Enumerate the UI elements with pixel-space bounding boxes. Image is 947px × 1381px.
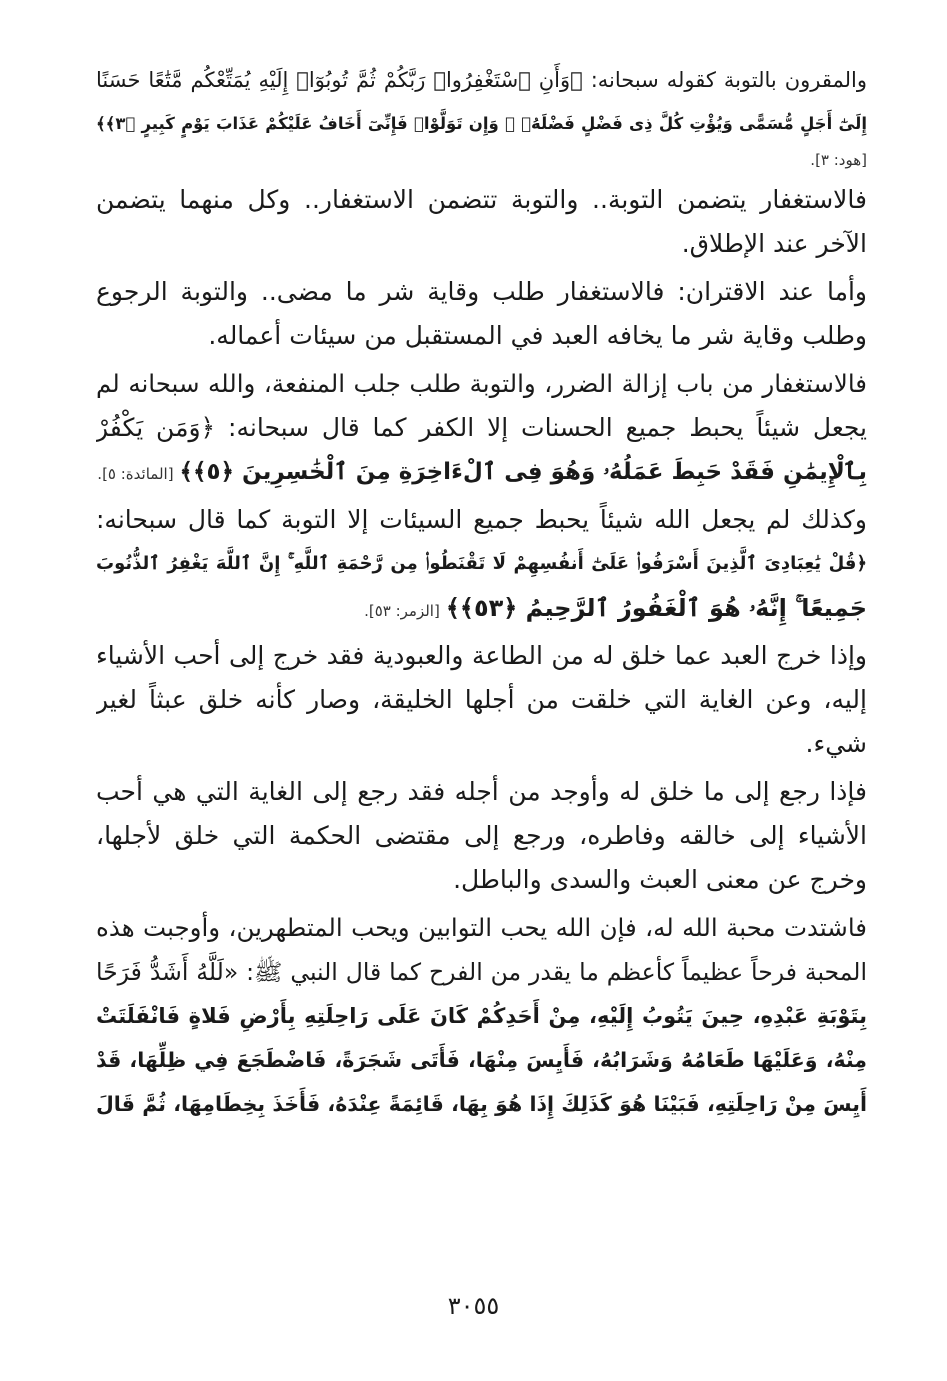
text-line	[96, 270, 867, 314]
text-line	[96, 406, 867, 450]
text-line	[96, 814, 867, 858]
text-line-content: فالاستغفار من باب إزالة الضرر، والتوبة طلب جلب المنفعة، والله سبحانه لم	[96, 369, 867, 398]
hadith-content: بِتَوْبَةِ عَبْدِهِ، حِينَ يَتُوبُ إِلَيْهِ، مِنْ أَحَدِكُمْ كَانَ عَلَى رَاحِلَتِهِ بِأَرْضِ فَلاةٍ فَانْفَلَتَتْ	[96, 1004, 867, 1028]
text-line	[96, 770, 867, 814]
paragraph-8	[96, 906, 867, 1126]
text-line-content: وكذلك لم يجعل الله شيئاً يحبط جميع السيئات إلا التوبة كما قال سبحانه:	[96, 505, 867, 534]
quran-verse-line	[96, 102, 867, 146]
quran-verse-content: بِٱلْإِيمَٰنِ فَقَدْ حَبِطَ عَمَلُهُۥ وَهُوَ فِى ٱلْءَاخِرَةِ مِنَ ٱلْخَٰسِرِينَ ﴿٥﴾﴾	[179, 459, 867, 485]
text-line-content: المحبة فرحاً عظيماً كأعظم ما يقدر من الفرح كما قال النبي ﷺ: «لَلَّهُ أَشَدُّ فَرَحًا	[96, 958, 867, 986]
text-line-content: فاشتدت محبة الله له، فإن الله يحب التوابين ويحب المتطهرين، وأوجبت هذه	[96, 913, 867, 942]
page-number: ٣٠٥٥	[447, 1292, 500, 1320]
text-line	[96, 178, 867, 222]
text-line	[96, 222, 867, 266]
text-line-content: شيء.	[805, 729, 867, 758]
text-line	[96, 722, 867, 766]
hadith-content: مِنْهُ، وَعَلَيْهَا طَعَامُهُ وَشَرَابُهُ، فَأَيِسَ مِنْهَا، فَأَتَى شَجَرَةً، فَاضْطَجَعَ فِي ظِلِّهَا، قَدْ	[96, 1048, 867, 1072]
text-line-content: وأما عند الاقتران: فالاستغفار طلب وقاية شر ما مضى.. والتوبة الرجوع	[96, 277, 867, 306]
paragraph-6	[96, 634, 867, 766]
verse-reference: [هود: ٣].	[810, 151, 867, 169]
text-line	[96, 678, 867, 722]
paragraph-5	[96, 498, 867, 630]
text-line-content: فإذا رجع إلى ما خلق له وأوجد من أجله فقد رجع إلى الغاية التي هي أحب	[96, 777, 867, 806]
verse-reference: [المائدة: ٥].	[97, 465, 174, 483]
text-line-content: الأشياء إلى خالقه وفاطره، ورجع إلى مقتضى الحكمة التي خلق لأجلها،	[96, 821, 867, 850]
text-line	[96, 950, 867, 994]
text-line	[96, 314, 867, 358]
text-line	[96, 58, 867, 102]
text-line	[96, 634, 867, 678]
quran-verse-content: ﴿قُلْ يَٰعِبَادِىَ ٱلَّذِينَ أَسْرَفُوا۟ عَلَىٰٓ أَنفُسِهِمْ لَا تَقْنَطُوا۟ مِن رَّحْمَةِ ٱللَّهِ ۚ إِنَّ ٱللَّهَ يَغْفِرُ ٱلذُّنُوبَ	[96, 553, 867, 574]
hadith-line	[96, 1038, 867, 1082]
hadith-content: أَيِسَ مِنْ رَاحِلَتِهِ، فَبَيْنَا هُوَ كَذَلِكَ إِذَا هُوَ بِهَا، قَائِمَةً عِنْدَهُ، فَأَخَذَ بِخِطَامِهَا، ثُمَّ قَالَ	[96, 1092, 867, 1116]
text-line	[96, 858, 867, 902]
hadith-line	[96, 1082, 867, 1126]
hadith-line	[96, 994, 867, 1038]
text-line-content: الآخر عند الإطلاق.	[681, 229, 867, 258]
paragraph-1	[96, 58, 867, 174]
text-line-content: فالاستغفار يتضمن التوبة.. والتوبة تتضمن الاستغفار.. وكل منهما يتضمن	[96, 185, 867, 214]
text-line-content: وطلب وقاية شر ما يخافه العبد في المستقبل من سيئات أعماله.	[208, 321, 867, 350]
text-line-content: والمقرون بالتوبة كقوله سبحانه: ﴿وَأَنِ ٱسْتَغْفِرُوا۟ رَبَّكُمْ ثُمَّ تُوبُوٓا۟ إِلَيْهِ يُمَتِّعْكُم مَّتَٰعًا حَسَنًا	[96, 68, 867, 92]
quran-verse-content: جَمِيعًا ۚ إِنَّهُۥ هُوَ ٱلْغَفُورُ ٱلرَّحِيمُ ﴿٥٣﴾﴾	[445, 594, 867, 622]
quran-verse-line	[96, 542, 867, 586]
paragraph-2	[96, 178, 867, 266]
text-line-content: إليه، وعن الغاية التي خلقت من أجلها الخليقة، وصار كأنه خلق عبثاً لغير	[96, 685, 867, 714]
text-line-content: وخرج عن معنى العبث والسدى والباطل.	[453, 865, 867, 894]
quran-verse-line	[96, 586, 867, 630]
text-line	[96, 906, 867, 950]
quran-verse-line	[96, 450, 867, 494]
text-line-content: وإذا خرج العبد عما خلق له من الطاعة والعبودية فقد خرج إلى أحب الأشياء	[96, 641, 867, 670]
verse-reference: [الزمر: ٥٣].	[364, 602, 440, 620]
paragraph-4	[96, 362, 867, 494]
text-line	[96, 362, 867, 406]
text-line-content: يجعل شيئاً يحبط جميع الحسنات إلا الكفر كما قال سبحانه: ﴿وَمَن يَكْفُرْ	[96, 413, 867, 442]
page-body	[96, 58, 867, 1321]
quran-verse-content: إِلَىٰٓ أَجَلٍ مُّسَمًّى وَيُؤْتِ كُلَّ ذِى فَضْلٍ فَضْلَهُۥ ۖ وَإِن تَوَلَّوْا۟ فَإِنِّىٓ أَخَافُ عَلَيْكُمْ عَذَابَ يَوْمٍ كَبِيرٍ ﴿٣﴾﴾	[96, 114, 867, 133]
paragraph-7	[96, 770, 867, 902]
text-line	[96, 498, 867, 542]
paragraph-3	[96, 270, 867, 358]
